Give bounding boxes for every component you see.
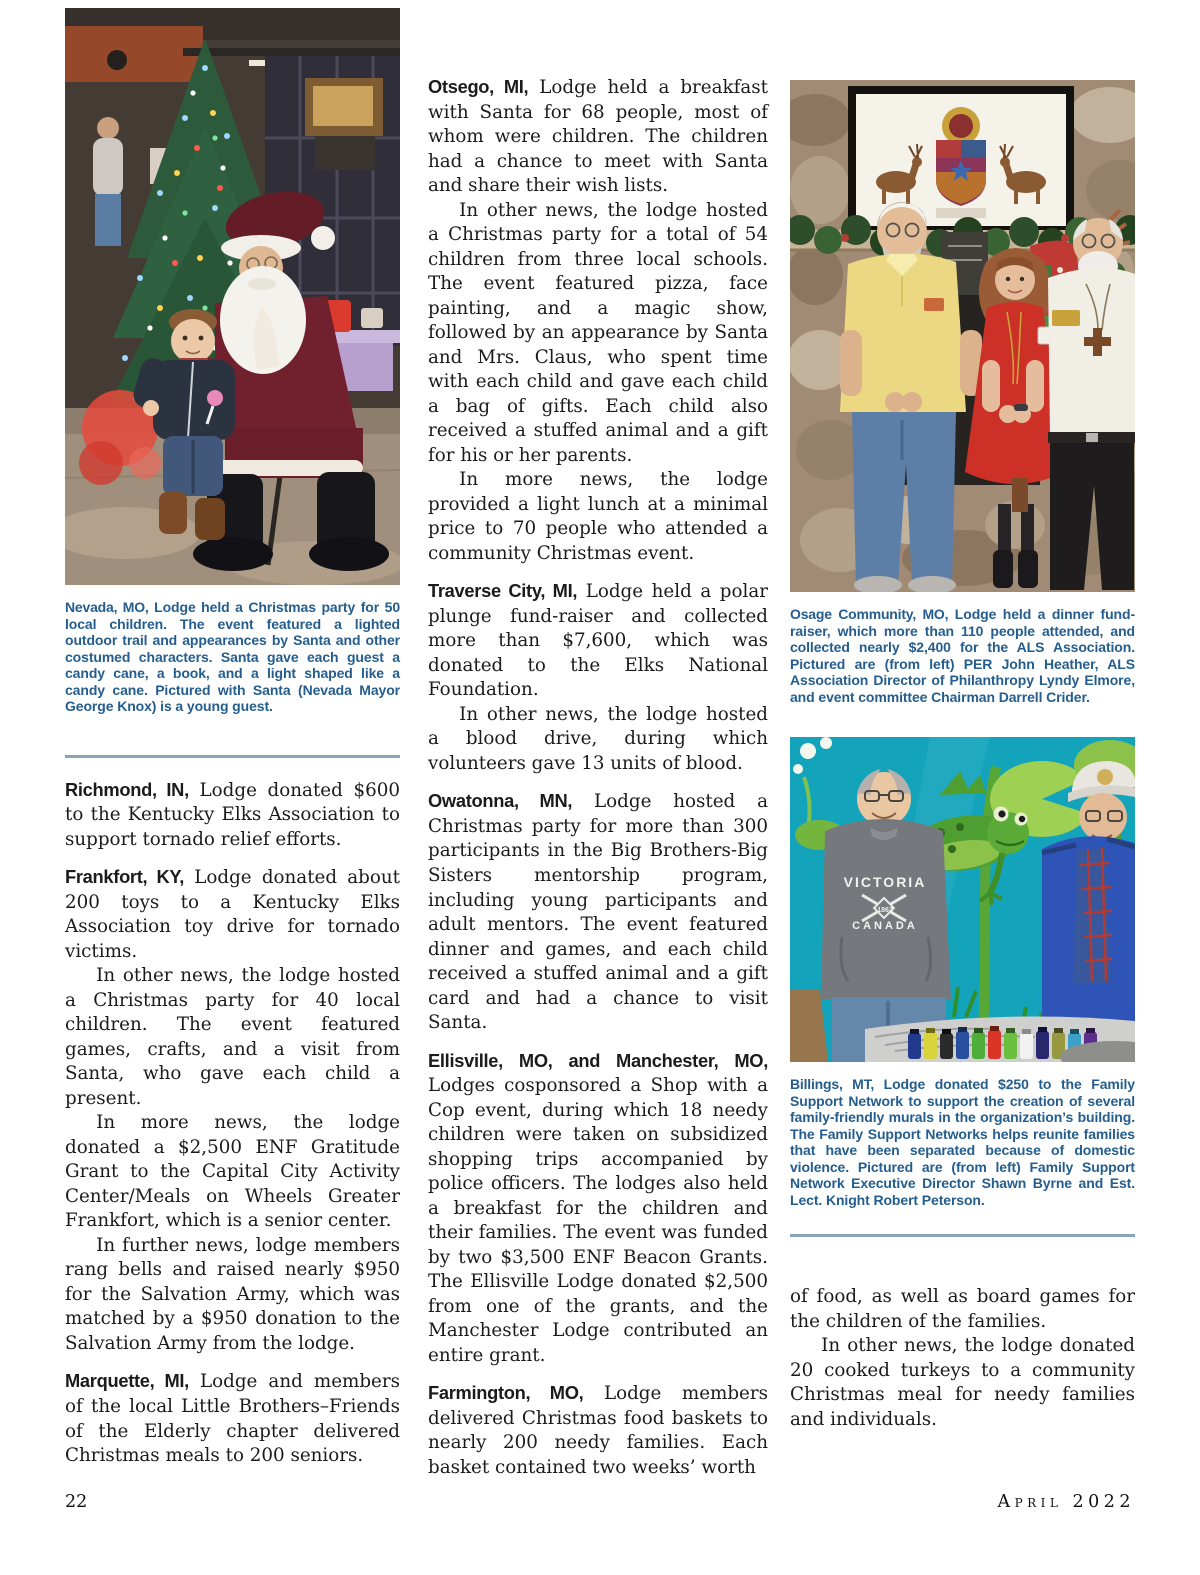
article-paragraph: In other news, the lodge hosted a Christmas party for 40 local children. The event featured games, crafts, and a visit from Santa, who gave each child a present. bbox=[65, 965, 400, 1109]
sweatshirt-text-line3: CANADA bbox=[852, 920, 918, 933]
column-divider-rule bbox=[65, 755, 400, 758]
caption-lead: Nevada, MO, bbox=[65, 599, 149, 615]
article-paragraph: Ellisville, MO, and Manchester, MO, Lodges cosponsored a Shop with a Cop event, during which 18 needy children were taken on subsidized shopping trips accompanied by police officers. The lodges also held a breakfast for the children and their families. The event was funded by two $3,500 ENF Beacon Grants. The Ellisville Lodge donated $2,500 from one of the grants, and the Manchester Lodge contributed an entire grant. bbox=[428, 1049, 768, 1366]
photo-caption-billings bbox=[790, 1076, 1135, 1208]
article-owatonna bbox=[428, 789, 768, 1035]
article-traverse-city bbox=[428, 579, 768, 776]
sweatshirt-text-line2: 1862 bbox=[877, 907, 893, 915]
photo-caption-nevada bbox=[65, 599, 400, 715]
article-paragraph: Farmington, MO, Lodge members delivered Christmas food baskets to nearly 200 needy families. Each basket contained two weeks’ worth bbox=[428, 1382, 768, 1478]
caption-lead: Osage Community, MO, bbox=[790, 606, 949, 622]
santa-with-child-photo bbox=[65, 8, 400, 585]
article-paragraph: Marquette, MI, Lodge and members of the local Little Brothers–Friends of the Elderly chapter delivered Christmas meals to 200 seniors. bbox=[65, 1370, 401, 1467]
article-lead: Richmond, IN, bbox=[65, 778, 189, 800]
article-lead: Marquette, MI, bbox=[65, 1370, 189, 1392]
article-paragraph: Traverse City, MI, Lodge held a polar plunge fund-raiser and collected more than $7,600, which was donated to the Elks National Foundation. bbox=[428, 580, 768, 701]
article-paragraph: of food, as well as board games for the children of the families. bbox=[790, 1286, 1135, 1332]
article-paragraph: In more news, the lodge provided a light lunch at a minimal price to 70 people who attended a community Christmas event. bbox=[428, 469, 768, 564]
middle-column bbox=[428, 75, 768, 1493]
article-paragraph: Richmond, IN, Lodge donated $600 to the Kentucky Elks Association to support tornado relief efforts. bbox=[65, 778, 401, 850]
article-richmond bbox=[65, 778, 400, 853]
mural-photo bbox=[790, 737, 1135, 1062]
photo-caption-osage bbox=[790, 606, 1135, 705]
article-paragraph: In other news, the lodge donated 20 cooked turkeys to a community Christmas meal for needy families and individuals. bbox=[790, 1335, 1135, 1430]
issue-date: April 2022 bbox=[997, 1492, 1135, 1512]
article-lead: Ellisville, MO, and Manchester, MO, bbox=[428, 1049, 768, 1071]
sweatshirt-text-line1: VICTORIA bbox=[843, 874, 927, 891]
article-lead: Owatonna, MN, bbox=[428, 790, 573, 812]
article-farmington bbox=[428, 1381, 768, 1480]
article-otsego bbox=[428, 75, 768, 566]
article-paragraph: In other news, the lodge hosted a blood drive, during which volunteers gave 13 units of blood. bbox=[428, 703, 768, 774]
caption-text: Lodge held a dinner fund-raiser, which more than 110 people attended, and collected nearly $2,400 for the ALS Association. Pictured are (from left) PER John Heather, ALS Association Director of Philanthropy Lyndy Elmore, and event committee Chairman Darrell Crider. bbox=[790, 606, 1136, 705]
page-number: 22 bbox=[65, 1492, 88, 1512]
article-paragraph: In further news, lodge members rang bells and raised nearly $950 for the Salvation Army, which was matched by a $950 donation to the Salvation Army from the lodge. bbox=[65, 1234, 400, 1354]
article-paragraph: Frankfort, KY, Lodge donated about 200 toys to a Kentucky Elks Association toy drive for tornado victims. bbox=[65, 866, 400, 962]
article-lead: Traverse City, MI, bbox=[428, 580, 578, 602]
caption-text: Lodge donated $250 to the Family Support Network to support the creation of several family-friendly murals in the organization’s building. The Family Support Networks helps reunite families that have been separated because of domestic violence. Pictured are (from left) Family Support Network Executive Director Shawn Byrne and Est. Lect. Knight Robert Peterson. bbox=[790, 1076, 1135, 1208]
article-marquette bbox=[65, 1369, 400, 1468]
article-paragraph: Otsego, MI, Lodge held a breakfast with Santa for 68 people, most of whom were children. The children had a chance to meet with Santa and share their wish lists. bbox=[428, 76, 768, 197]
caption-lead: Billings, MT, bbox=[790, 1076, 875, 1093]
article-paragraph: In other news, the lodge hosted a Christmas party for a total of 54 children from three local schools. The event featured pizza, face painting, and a magic show, followed by an appearance by Santa and Mrs. Claus, who spent time with each child and gave each child a bag of gifts. Each child also received a stuffed animal and a gift for his or her parents. bbox=[428, 199, 768, 466]
page-footer bbox=[65, 1492, 1135, 1512]
article-lead: Otsego, MI, bbox=[428, 76, 529, 97]
farmington-continuation bbox=[790, 1285, 1135, 1432]
caption-text: Lodge held a Christmas party for 50 local children. The event featured a lighted outdoor trail and appearances by Santa and other costumed characters. Santa gave each guest a candy cane, a book, and a light shaped like a candy cane. Pictured with Santa (Nevada Mayor George Knox) is a young guest. bbox=[65, 599, 401, 715]
article-frankfort bbox=[65, 865, 400, 1356]
fireplace-group-photo bbox=[790, 80, 1135, 592]
article-ellisville-manchester bbox=[428, 1049, 768, 1369]
right-column bbox=[790, 80, 1135, 1432]
article-paragraph: In more news, the lodge donated a $2,500 ENF Gratitude Grant to the Capital City Activity Center/Meals on Wheels Greater Frankfort, which is a senior center. bbox=[65, 1112, 400, 1232]
article-lead: Farmington, MO, bbox=[428, 1382, 584, 1404]
background-person bbox=[97, 117, 119, 139]
column-divider-rule bbox=[790, 1234, 1135, 1237]
article-lead: Frankfort, KY, bbox=[65, 866, 185, 888]
article-paragraph: Owatonna, MN, Lodge hosted a Christmas party for more than 300 participants in the Big Brothers-Big Sisters mentorship program, including young participants and adult mentors. The event featured dinner and games, and each child received a stuffed animal and a gift card and had a chance to visit Santa. bbox=[428, 790, 768, 1034]
elks-crest-picture bbox=[848, 86, 1074, 234]
left-column bbox=[65, 8, 400, 1482]
